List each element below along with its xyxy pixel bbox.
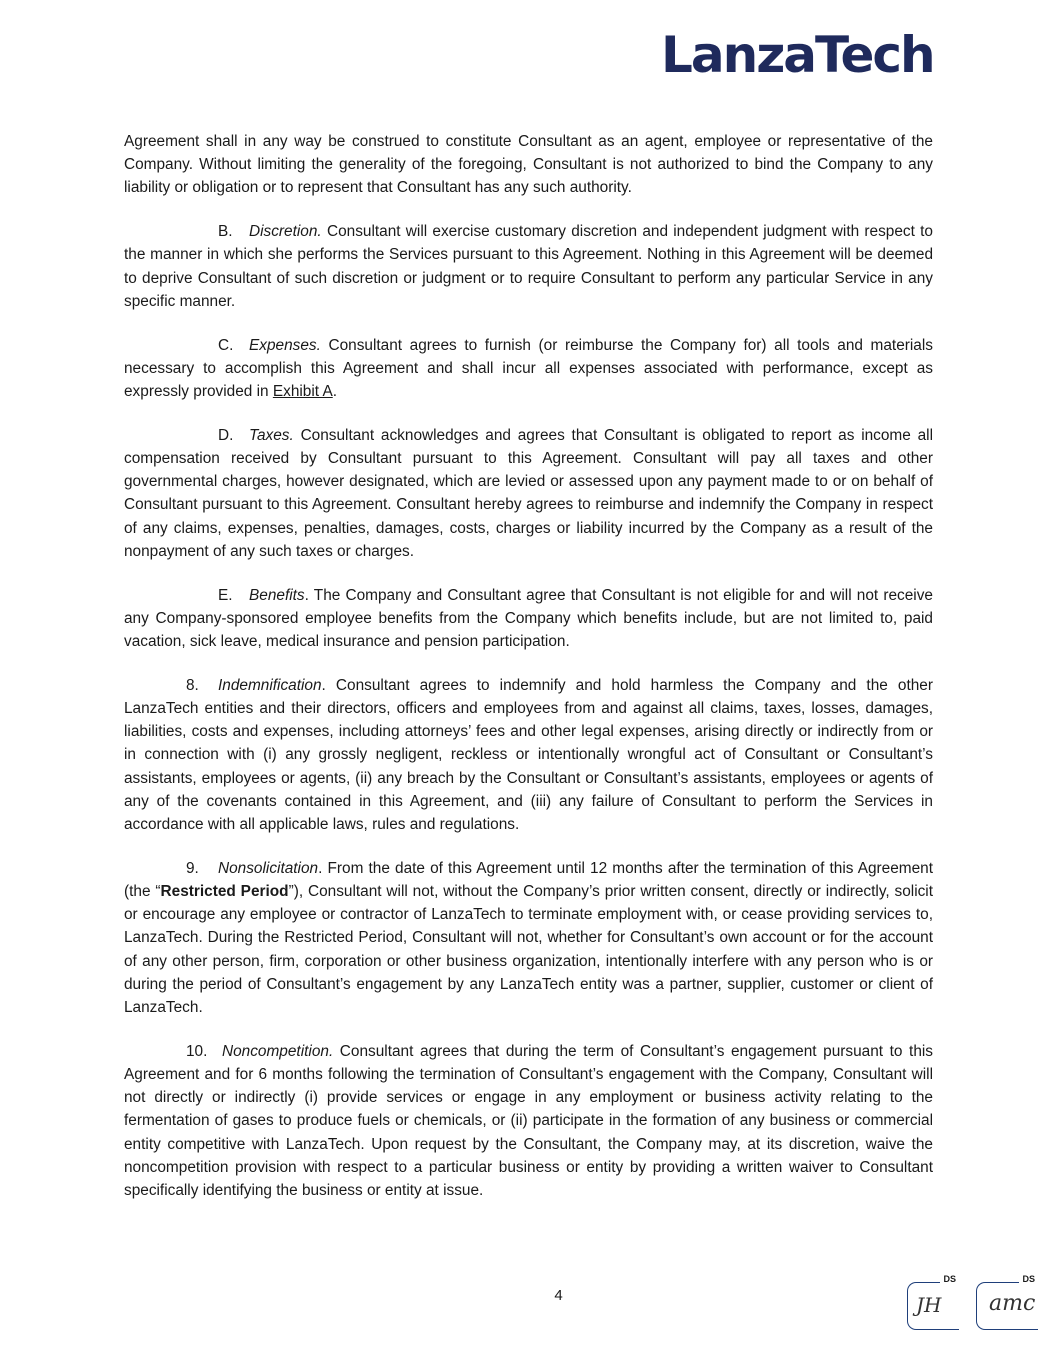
section-label: 8. [186, 676, 199, 694]
section-text: Consultant agrees that during the term of Consultant’s engagement pursuant to this Agreement and for 6 months following the termination of Consultant’s engagement with the Company, Consultant will not directly or indirectly (i) provide services or engage in any employment or business activity relating to the fermentation of gases to produce fuels or chemicals, or (ii) participate in the formation of any business or commercial entity competitive with LanzaTech. Upon request by the Consultant, the Company may, at its discretion, waive the noncompetition provision with respect to a particular business or entity by providing a written waiver to Consultant specifically identifying the business or entity at issue. [124, 1042, 933, 1200]
section-label: D. [218, 426, 234, 444]
section-label: 10. [186, 1042, 208, 1060]
section-title: Indemnification [218, 676, 322, 694]
exhibit-a-reference: Exhibit A [272, 383, 333, 401]
section-8-indemnification [124, 674, 933, 836]
section-label: C. [218, 336, 234, 354]
section-text-end: . [332, 383, 338, 401]
docusign-initials-box [976, 1274, 1038, 1330]
defined-term-restricted-period: Restricted Period [160, 883, 289, 901]
section-title: Benefits [249, 586, 305, 604]
section-text: . The Company and Consultant agree that Consultant is not eligible for and will not receive any Company-sponsored employee benefits from the Company which benefits include, but are not limited to, paid vacation, sick leave, medical insurance and pension participation. [124, 586, 933, 651]
page-number: 4 [554, 1287, 563, 1304]
section-7b-discretion [124, 220, 933, 313]
handwritten-initials: amc [989, 1291, 1036, 1316]
section-title: Nonsolicitation [218, 859, 319, 877]
section-9-nonsolicitation [124, 857, 933, 1019]
section-10-noncompetition [124, 1040, 933, 1202]
section-text-continued: ”), Consultant will not, without the Company’s prior written consent, directly or indirectly, solicit or encourage any employee or contractor of LanzaTech to terminate employment with, or cease providing services to, LanzaTech. During the Restricted Period, Consultant will not, whether for Consultant’s own account or for the account of any other person, firm, corporation or other business organization, intentionally interfere with any person who is or during the period of Consultant’s engagement by any LanzaTech entity was a partner, supplier, customer or client of LanzaTech. [124, 883, 934, 1017]
section-title: Discretion. [249, 223, 322, 241]
docusign-initials-box [907, 1274, 959, 1330]
section-label: 9. [186, 859, 199, 877]
docusign-tag: DS [940, 1274, 959, 1284]
section-text: . Consultant agrees to indemnify and hold harmless the Company and the other LanzaTech entities and their directors, officers and employees from and against all claims, taxes, losses, damages, liabilities, costs and expenses, including attorneys’ fees and other legal expenses, arising directly or indirectly from or in connection with (i) any grossly negligent, reckless or intentionally wrongful act of Consultant or Consultant’s assistants, employees or agents, (ii) any breach by the Consultant or Consultant’s assistants, employees or agents of any of the covenants contained in this Agreement, and (iii) any failure of Consultant to perform the Services in accordance with all applicable laws, rules and regulations. [124, 676, 933, 834]
section-label: B. [218, 223, 233, 241]
section-7e-benefits [124, 584, 933, 654]
section-7d-taxes [124, 424, 933, 563]
section-title: Expenses. [249, 336, 321, 354]
document-body [124, 130, 933, 1223]
docusign-tag: DS [1019, 1274, 1038, 1284]
section-7c-expenses [124, 334, 933, 404]
paragraph-continuation: Agreement shall in any way be construed to constitute Consultant as an agent, employee or representative of the Company. Without limiting the generality of the foregoing, Consultant is not authorized to bind the Company to any liability or obligation or to represent that Consultant has any such authority. [124, 133, 933, 197]
handwritten-initials: JH [916, 1293, 942, 1317]
section-label: E. [218, 586, 233, 604]
section-title: Noncompetition. [222, 1042, 334, 1060]
section-text: . From the date of this Agreement until 12 months after the termination of this Agreement (the “ [124, 859, 933, 901]
section-title: Taxes. [249, 426, 294, 444]
lanzatech-logo: LanzaTech [661, 26, 934, 84]
section-text: Consultant agrees to furnish (or reimburse the Company for) all tools and materials necessary to accomplish this Agreement and shall incur all expenses associated with performance, except as expressly provided in [124, 336, 933, 401]
section-text: Consultant will exercise customary discretion and independent judgment with respect to the manner in which she performs the Services pursuant to this Agreement. Nothing in this Agreement will be deemed to deprive Consultant of such discretion or judgment or to require Consultant to perform any particular Service in any specific manner. [124, 223, 933, 310]
section-text: Consultant acknowledges and agrees that Consultant is obligated to report as income all compensation received by Consultant pursuant to this Agreement. Consultant will pay all taxes and other governmental charges, however designated, which are levied or assessed upon any payment made to or on behalf of Consultant pursuant to this Agreement. Consultant hereby agrees to reimburse and indemnify the Company in respect of any claims, expenses, penalties, damages, costs, charges or liability incurred by the Company as a result of the nonpayment of any such taxes or charges. [124, 426, 933, 560]
